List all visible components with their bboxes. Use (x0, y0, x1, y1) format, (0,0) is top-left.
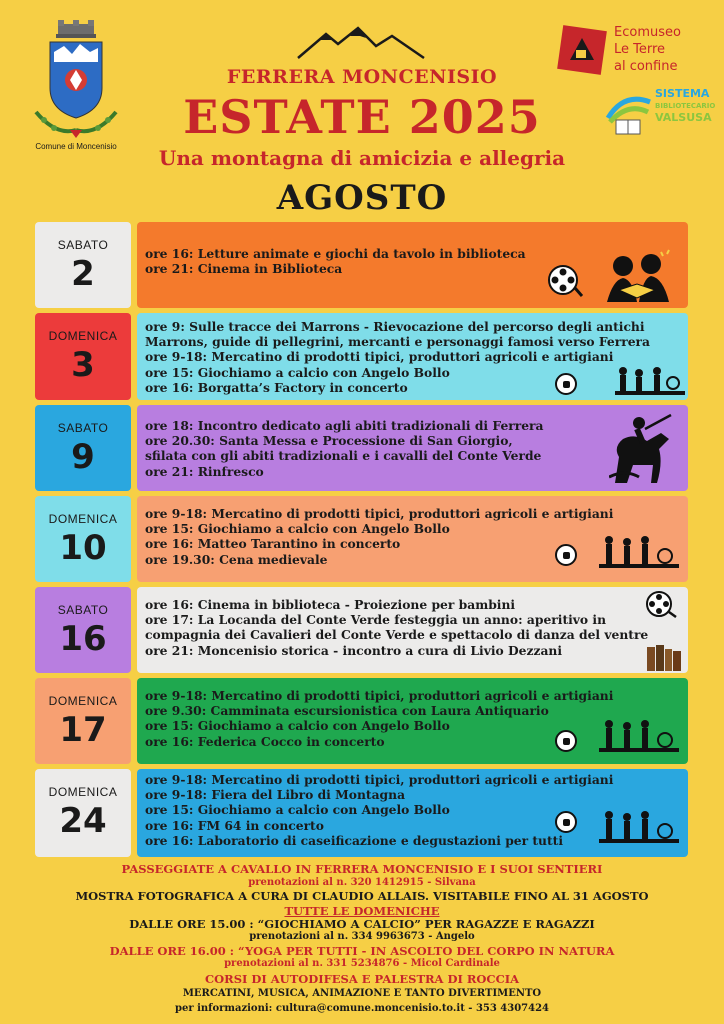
event-line: ore 9-18: Fiera del Libro di Montagna (145, 787, 406, 803)
date-box (35, 587, 131, 673)
ecomuseo-line-3: al confine (614, 59, 678, 74)
day-number: 2 (71, 254, 95, 294)
event-line: ore 20.30: Santa Messa e Processione di San Giorgio, (145, 433, 513, 449)
saint-george-icon (609, 413, 675, 489)
day-number: 17 (59, 710, 107, 750)
day-name: SABATO (57, 421, 109, 435)
day-name: SABATO (57, 238, 109, 252)
event-line: Marrons, guide di pellegrini, mercanti e personaggi famosi verso Ferrera (145, 334, 650, 350)
film-reel-icon (547, 262, 583, 302)
date-box (35, 678, 131, 764)
soccer-ball-icon (555, 373, 577, 395)
day-number: 16 (59, 619, 107, 659)
event-line: ore 16: FM 64 in concerto (145, 817, 324, 833)
film-reel-icon (645, 590, 677, 622)
band-icon (599, 534, 679, 572)
event-line: ore 15: Giochiamo a calcio con Angelo Bollo (145, 364, 450, 380)
event-line: ore 19.30: Cena medievale (145, 551, 328, 567)
date-box (35, 222, 131, 308)
sistema-line-3: VALSUSA (655, 111, 712, 124)
event-line: ore 9: Sulle tracce dei Marrons - Rievocazione del percorso degli antichi (145, 319, 645, 334)
ecomuseo-line-2: Le Terre (614, 42, 666, 57)
sistema-logo-icon (604, 88, 654, 138)
footer-info: per informazioni: cultura@comune.moncenisio.to.it - 353 4307424 (174, 1003, 550, 1014)
footer-sundays: TUTTE LE DOMENICHE (284, 904, 440, 918)
event-line: ore 18: Incontro dedicato agli abiti tradizionali di Ferrera (145, 418, 544, 433)
day-name: SABATO (57, 603, 109, 617)
day-number: 9 (71, 437, 95, 477)
events-box (137, 405, 688, 491)
footer-yoga-booking: prenotazioni al n. 331 5234876 - Micol Cardinale (224, 958, 500, 969)
date-box (35, 496, 131, 582)
event-line: ore 9.30: Camminata escursionistica con Laura Antiquario (145, 703, 549, 719)
event-line: ore 21: Cinema in Biblioteca (145, 261, 343, 277)
footer-markets: MERCATINI, MUSICA, ANIMAZIONE E TANTO DIVERTIMENTO (182, 988, 542, 999)
soccer-ball-icon (555, 730, 577, 752)
event-line: ore 16: Federica Cocco in concerto (145, 733, 385, 749)
events-box (137, 496, 688, 582)
band-icon (599, 718, 679, 756)
event-line: ore 16: Borgatta’s Factory in concerto (145, 379, 408, 395)
town-name: FERRERA MONCENISIO (226, 66, 498, 88)
events-box (137, 678, 688, 764)
page-subtitle: Una montagna di amicizia e allegria (158, 146, 566, 170)
day-name: DOMENICA (48, 694, 118, 708)
footer-courses: CORSI DI AUTODIFESA E PALESTRA DI ROCCIA (204, 972, 520, 986)
date-box (35, 769, 131, 857)
footer-photo-exhibit: MOSTRA FOTOGRAFICA A CURA DI CLAUDIO ALLAIS. VISITABILE FINO AL 31 AGOSTO (75, 889, 649, 903)
event-line: ore 9-18: Mercatino di prodotti tipici, produttori agricoli e artigiani (145, 772, 614, 787)
page-title: ESTATE 2025 (183, 90, 541, 144)
date-box (35, 313, 131, 400)
soccer-ball-icon (555, 544, 577, 566)
children-reading-icon (599, 248, 679, 306)
event-line: ore 16: Laboratorio di caseificazione e degustazioni per tutti (145, 832, 564, 848)
events-box (137, 222, 688, 308)
day-name: DOMENICA (48, 785, 118, 799)
event-line: ore 21: Rinfresco (145, 463, 264, 479)
day-number: 10 (59, 528, 107, 568)
soccer-ball-icon (555, 811, 577, 833)
event-line: ore 9-18: Mercatino di prodotti tipici, produttori agricoli e artigiani (145, 506, 614, 521)
date-box (35, 405, 131, 491)
event-line: ore 16: Cinema in biblioteca - Proiezione per bambini (145, 597, 516, 612)
ecomuseo-name (614, 24, 681, 75)
event-line: ore 21: Moncenisio storica - incontro a cura di Livio Dezzani (145, 642, 563, 658)
event-line: ore 15: Giochiamo a calcio con Angelo Bollo (145, 718, 450, 734)
event-line: sfilata con gli abiti tradizionali e i cavalli del Conte Verde (145, 448, 542, 464)
events-box (137, 769, 688, 857)
footer-horse-booking: prenotazioni al n. 320 1412915 - Silvana (248, 877, 476, 888)
footer-horse-rides: PASSEGGIATE A CAVALLO IN FERRERA MONCENISIO E I SUOI SENTIERI (121, 862, 603, 876)
footer-football: DALLE ORE 15.00 : “GIOCHIAMO A CALCIO” PER RAGAZZE E RAGAZZI (129, 917, 595, 931)
events-box (137, 587, 688, 673)
mountains-icon (296, 26, 426, 60)
day-name: DOMENICA (48, 512, 118, 526)
ecomuseo-logo (556, 24, 608, 76)
day-number: 24 (59, 801, 107, 841)
event-line: ore 16: Letture animate e giochi da tavolo in biblioteca (145, 246, 526, 261)
month-title: AGOSTO (276, 178, 448, 218)
sistema-name (655, 88, 715, 124)
sistema-line-2: BIBLIOTECARIO (655, 102, 716, 110)
books-icon (647, 645, 681, 675)
event-line: ore 9-18: Mercatino di prodotti tipici, produttori agricoli e artigiani (145, 688, 614, 703)
footer-yoga: DALLE ORE 16.00 : “YOGA PER TUTTI - IN ASCOLTO DEL CORPO IN NATURA (109, 944, 615, 958)
comune-label: Comune di Moncenisio (35, 142, 117, 151)
events-box (137, 313, 688, 400)
event-line: ore 15: Giochiamo a calcio con Angelo Bollo (145, 521, 450, 537)
day-name: DOMENICA (48, 329, 118, 343)
event-line: ore 17: La Locanda del Conte Verde festeggia un anno: aperitivo in (145, 612, 607, 628)
event-line: ore 15: Giochiamo a calcio con Angelo Bollo (145, 802, 450, 818)
event-line: ore 16: Matteo Tarantino in concerto (145, 536, 401, 552)
event-line: ore 9-18: Mercatino di prodotti tipici, produttori agricoli e artigiani (145, 349, 614, 365)
footer-football-booking: prenotazioni al n. 334 9963673 - Angelo (249, 931, 475, 942)
day-number: 3 (71, 345, 95, 385)
event-line: compagnia dei Cavalieri del Conte Verde e spettacolo di danza del ventre (145, 627, 649, 643)
band-icon (615, 365, 685, 399)
ecomuseo-line-1: Ecomuseo (614, 25, 681, 40)
band-icon (599, 809, 679, 847)
sistema-line-1: SISTEMA (655, 87, 710, 100)
